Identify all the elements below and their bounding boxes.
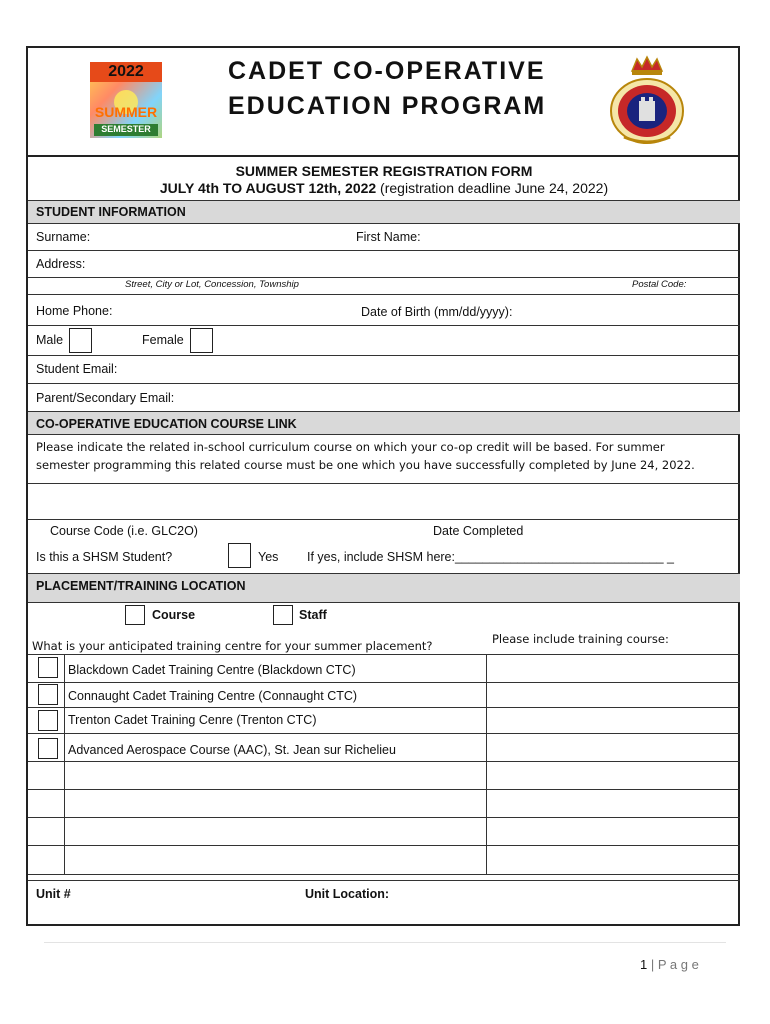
- blank-row-field[interactable]: [68, 848, 482, 870]
- cadet-crest-icon: [604, 53, 690, 147]
- unit-number-field[interactable]: [80, 884, 290, 906]
- logo-summer: SUMMER: [94, 104, 158, 120]
- divider: [28, 434, 740, 435]
- course-checkbox[interactable]: [125, 605, 145, 625]
- aerospace-checkbox[interactable]: [38, 738, 58, 759]
- logo-semester: SEMESTER: [101, 124, 151, 134]
- form-heading-line1: SUMMER SEMESTER REGISTRATION FORM: [235, 163, 533, 179]
- grid-line: [28, 654, 740, 655]
- grid-line: [28, 733, 740, 734]
- staff-checkbox[interactable]: [273, 605, 293, 625]
- dob-field[interactable]: [520, 302, 725, 320]
- grid-col-right: [486, 654, 487, 874]
- home-phone-label: Home Phone:: [36, 304, 113, 318]
- grid-line: [28, 817, 740, 818]
- student-email-label: Student Email:: [36, 362, 118, 376]
- training-centre-question: What is your anticipated training centre for your summer placement?: [32, 639, 433, 653]
- option-connaught: Connaught Cadet Training Centre (Connaught CTC): [68, 689, 358, 703]
- divider: [28, 383, 740, 384]
- option-blackdown: Blackdown Cadet Training Centre (Blackdown CTC): [68, 663, 356, 677]
- course-instructions-line1: Please indicate the related in-school curriculum course on which your co-op credit will be based. For summer: [36, 440, 665, 454]
- dob-label: Date of Birth (mm/dd/yyyy):: [361, 305, 513, 319]
- divider: [28, 483, 740, 484]
- page-separator: |: [647, 957, 658, 972]
- shsm-include-field[interactable]: If yes, include SHSM here:______________________________ _: [307, 550, 674, 564]
- divider: [28, 602, 740, 603]
- divider: [28, 519, 740, 520]
- grid-line: [28, 707, 740, 708]
- shsm-yes-checkbox[interactable]: [228, 543, 251, 568]
- grid-line: [28, 874, 740, 875]
- header-divider: [28, 155, 740, 157]
- page-footer: [640, 957, 699, 972]
- footer-divider: [44, 942, 726, 943]
- course-link-heading: CO-OPERATIVE EDUCATION COURSE LINK: [36, 417, 297, 431]
- postal-code-label: Postal Code:: [632, 279, 687, 290]
- divider: [28, 250, 740, 251]
- staff-option-label: Staff: [299, 608, 327, 622]
- blackdown-checkbox[interactable]: [38, 657, 58, 678]
- deadline-text: (registration deadline June 24, 2022): [376, 180, 609, 196]
- include-course-label: Please include training course:: [492, 632, 669, 646]
- male-checkbox[interactable]: [69, 328, 92, 353]
- connaught-course-field[interactable]: [490, 685, 735, 705]
- trenton-course-field[interactable]: [490, 710, 735, 730]
- grid-line: [28, 789, 740, 790]
- page-word: P a g e: [657, 957, 699, 972]
- student-email-field[interactable]: [125, 360, 725, 378]
- shsm-yes-label: Yes: [258, 550, 279, 564]
- aerospace-course-field[interactable]: [490, 737, 735, 759]
- course-option-label: Course: [152, 608, 196, 622]
- trenton-checkbox[interactable]: [38, 710, 58, 731]
- divider: [28, 294, 740, 295]
- divider: [28, 355, 740, 356]
- unit-location-field[interactable]: [395, 884, 730, 906]
- male-label: Male: [36, 333, 64, 347]
- connaught-checkbox[interactable]: [38, 684, 58, 705]
- blank-row-field[interactable]: [68, 764, 482, 786]
- surname-label: Surname:: [36, 230, 91, 244]
- grid-line: [28, 682, 740, 683]
- home-phone-field[interactable]: [120, 302, 350, 320]
- grid-line: [28, 845, 740, 846]
- course-code-label: Course Code (i.e. GLC2O): [50, 524, 198, 538]
- address-field[interactable]: [95, 255, 725, 273]
- parent-email-field[interactable]: [185, 389, 725, 407]
- blank-row-field[interactable]: [68, 792, 482, 814]
- logo-year: 2022: [108, 63, 144, 80]
- grid-line: [28, 880, 740, 881]
- first-name-label: First Name:: [356, 230, 421, 244]
- unit-number-label: Unit #: [36, 887, 71, 901]
- surname-field[interactable]: [110, 228, 340, 246]
- placement-heading: PLACEMENT/TRAINING LOCATION: [36, 579, 246, 593]
- female-checkbox[interactable]: [190, 328, 213, 353]
- student-info-heading: STUDENT INFORMATION: [36, 205, 186, 219]
- option-trenton: Trenton Cadet Training Cenre (Trenton CTC): [68, 713, 317, 727]
- form-heading-line2: [28, 180, 740, 196]
- dates-text: JULY 4th TO AUGUST 12th, 2022: [159, 180, 377, 196]
- date-completed-label: Date Completed: [433, 524, 524, 538]
- blank-row-field[interactable]: [68, 820, 482, 842]
- parent-email-label: Parent/Secondary Email:: [36, 391, 175, 405]
- divider: [28, 277, 740, 278]
- course-entry-field[interactable]: [32, 486, 736, 516]
- page-number: 1: [640, 957, 648, 972]
- divider: [28, 223, 740, 224]
- address-hint: Street, City or Lot, Concession, Township: [125, 279, 299, 290]
- blackdown-course-field[interactable]: [490, 658, 735, 680]
- grid-col-left: [64, 654, 65, 874]
- grid-line: [28, 761, 740, 762]
- page-title-line1: CADET CO-OPERATIVE: [228, 57, 546, 85]
- course-instructions-line2: semester programming this related course must be one which you have successfully completed by June 24, 2022.: [36, 458, 695, 472]
- first-name-field[interactable]: [425, 228, 725, 246]
- unit-location-label: Unit Location:: [305, 887, 390, 901]
- address-label: Address:: [36, 257, 86, 271]
- shsm-question-label: Is this a SHSM Student?: [36, 550, 173, 564]
- option-aerospace: Advanced Aerospace Course (AAC), St. Jean sur Richelieu: [68, 743, 396, 757]
- page-title-line2: EDUCATION PROGRAM: [228, 92, 547, 120]
- female-label: Female: [142, 333, 184, 347]
- divider: [28, 325, 740, 326]
